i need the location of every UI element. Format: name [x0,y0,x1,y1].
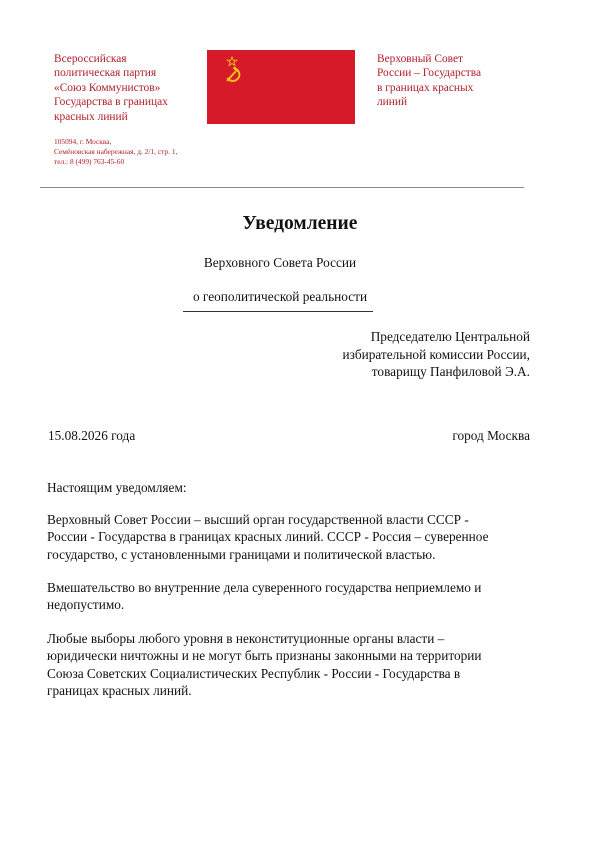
body-line: Настоящим уведомляем: [47,480,187,495]
body-intro [47,479,547,496]
left-org-line: Всероссийская [54,53,127,65]
header-divider [40,187,524,188]
body-paragraph-3 [47,630,547,699]
right-org-line: России – Государства [377,67,482,80]
left-org-address [54,137,204,166]
body-line: юридически ничтожны и не могут быть признаны законными на территории [47,648,482,664]
address-line: Семёновская набережная, д. 2/1, стр. 1, [54,146,178,156]
left-org-line: политическая партия [54,67,157,80]
body-line: России - Государства в границах красных линий. СССР - Россия – суверенное [47,529,489,545]
body-line: границах красных линий. [47,682,192,698]
hammer-sickle-icon [220,56,250,86]
addressee-line: товарищу Панфиловой Э.А. [371,364,530,379]
right-org-line: Верховный Совет [377,53,464,65]
body-line: Верховный Совет России – высший орган государственной власти СССР - [47,512,469,527]
addressee-block [270,328,530,381]
right-org-name [377,52,517,110]
document-city: город Москва [452,428,530,443]
document-subtitle: Верховного Совета России [203,255,357,270]
body-line: государство, с установленными границами и политической властью. [47,546,436,562]
address-line: 105094, г. Москва, [54,137,112,146]
left-org-name [54,52,204,124]
body-line: Союза Советских Социалистических Республик - России - Государства в [47,665,461,681]
left-org-line: красных линий [54,110,128,123]
right-org-line: в границах красных [377,81,474,94]
body-line: недопустимо. [47,597,125,613]
left-org-line: Государства в границах [54,96,168,109]
ussr-flag-icon [207,50,355,124]
body-line: Вмешательство во внутренние дела суверенного государства неприемлемо и [47,580,482,595]
document-topic: о геополитической реальности [192,289,368,304]
document-title: Уведомление [242,213,358,234]
address-line: тел.: 8 (499) 763-45-60 [54,156,125,166]
left-org-line: «Союз Коммунистов» [54,81,161,94]
right-org-line: линий [377,96,408,109]
addressee-line: Председателю Центральной [370,329,530,344]
body-line: Любые выборы любого уровня в неконституционные органы власти – [47,631,445,646]
document-date: 15.08.2026 года [48,428,136,443]
body-paragraph-1 [47,511,547,563]
topic-underline [183,311,373,312]
addressee-line: избирательной комиссии России, [342,346,530,362]
body-paragraph-2 [47,579,547,614]
